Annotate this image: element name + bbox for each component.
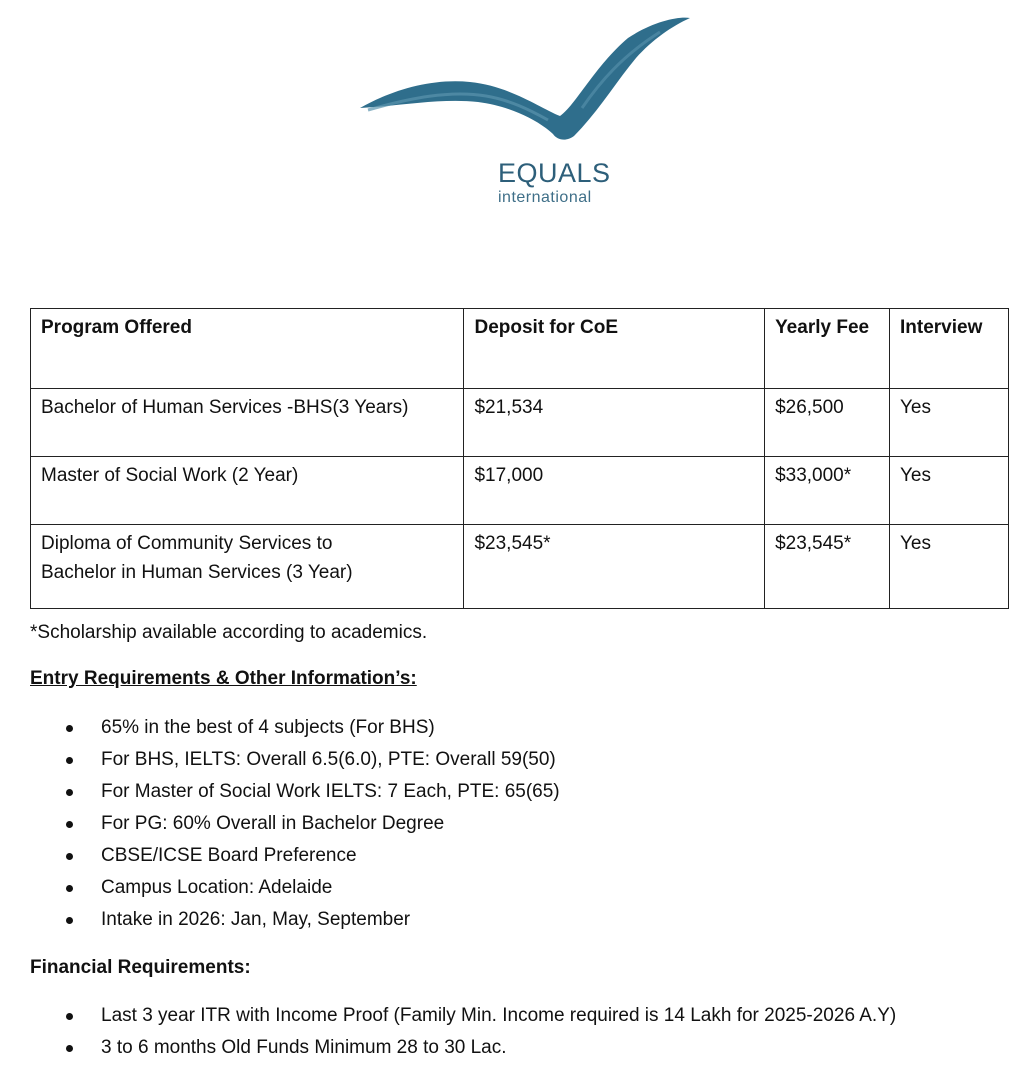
table-row: [31, 457, 1009, 525]
list-item: CBSE/ICSE Board Preference: [30, 840, 560, 872]
entry-requirements-heading: Entry Requirements & Other Information’s:: [30, 668, 417, 689]
bullet-icon: [66, 1045, 73, 1052]
bullet-icon: [66, 757, 73, 764]
bullet-icon: [66, 821, 73, 828]
list-item: 3 to 6 months Old Funds Minimum 28 to 30 Lac.: [30, 1032, 896, 1064]
deposit-cell: $17,000: [464, 457, 765, 525]
bullet-icon: [66, 725, 73, 732]
bullet-icon: [66, 1013, 73, 1020]
bullet-icon: [66, 789, 73, 796]
interview-cell: Yes: [890, 389, 1009, 457]
list-item: Intake in 2026: Jan, May, September: [30, 904, 560, 936]
bullet-icon: [66, 885, 73, 892]
header-yearly-fee: Yearly Fee: [765, 309, 890, 389]
table-row: [31, 525, 1009, 609]
deposit-cell: $23,545*: [464, 525, 765, 609]
financial-requirements-list: [30, 1000, 896, 1064]
fee-cell: $26,500: [765, 389, 890, 457]
program-cell: Diploma of Community Services to Bachelor in Human Services (3 Year): [31, 525, 464, 609]
bullet-icon: [66, 853, 73, 860]
equals-logo: [360, 16, 700, 216]
logo-title: EQUALS: [498, 158, 611, 188]
fee-cell: $23,545*: [765, 525, 890, 609]
list-item: 65% in the best of 4 subjects (For BHS): [30, 712, 560, 744]
logo-subtitle: international: [498, 189, 592, 206]
list-item: For PG: 60% Overall in Bachelor Degree: [30, 808, 560, 840]
list-item: Campus Location: Adelaide: [30, 872, 560, 904]
list-item: For Master of Social Work IELTS: 7 Each, PTE: 65(65): [30, 776, 560, 808]
bullet-icon: [66, 917, 73, 924]
deposit-cell: $21,534: [464, 389, 765, 457]
interview-cell: Yes: [890, 457, 1009, 525]
table-header-row: [31, 309, 1009, 389]
list-item: For BHS, IELTS: Overall 6.5(6.0), PTE: Overall 59(50): [30, 744, 560, 776]
header-interview: Interview: [890, 309, 1009, 389]
table-row: [31, 389, 1009, 457]
header-deposit: Deposit for CoE: [464, 309, 765, 389]
program-cell: Bachelor of Human Services -BHS(3 Years): [31, 389, 464, 457]
program-cell: Master of Social Work (2 Year): [31, 457, 464, 525]
entry-requirements-list: [30, 712, 560, 936]
scholarship-note: *Scholarship available according to academics.: [30, 622, 428, 643]
program-fee-table: [30, 308, 1009, 609]
header-program: Program Offered: [31, 309, 464, 389]
fee-cell: $33,000*: [765, 457, 890, 525]
interview-cell: Yes: [890, 525, 1009, 609]
bird-logo-icon: [360, 16, 700, 166]
list-item: Last 3 year ITR with Income Proof (Family Min. Income required is 14 Lakh for 2025-2026 A.Y): [30, 1000, 896, 1032]
financial-requirements-heading: Financial Requirements:: [30, 957, 251, 978]
